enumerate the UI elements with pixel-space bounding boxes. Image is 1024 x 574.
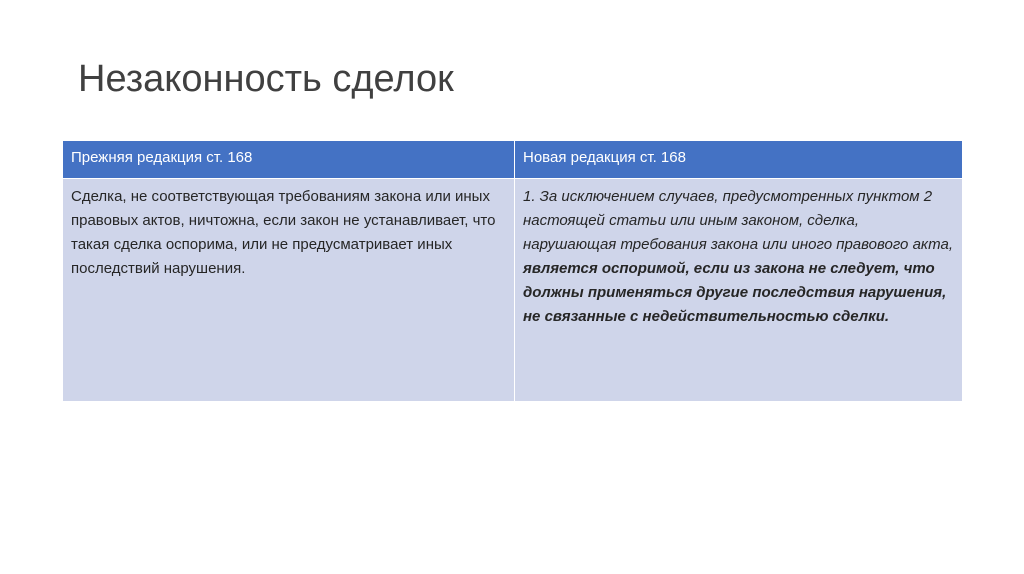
new-version-emphasis: является оспоримой, если из закона не следует, что должны применяться другие последствия нарушения, не связанные с недействительностью сделки. <box>523 260 947 325</box>
old-version-text: Сделка, не соответствующая требованиям закона или иных правовых актов, ничтожна, если закон не устанавливает, что такая сделка оспорима, или не предусматривает иных последствий нарушения. <box>63 179 515 402</box>
comparison-table <box>62 140 963 402</box>
new-version-cell <box>515 179 963 402</box>
table-header-row <box>63 141 963 179</box>
header-old-version: Прежняя редакция ст. 168 <box>63 141 515 179</box>
slide-title: Незаконность сделок <box>78 58 454 100</box>
new-version-text: 1. За исключением случаев, предусмотренных пунктом 2 настоящей статьи или иным законом, сделка, нарушающая требования закона или иного правового акта, <box>523 188 953 253</box>
header-new-version: Новая редакция ст. 168 <box>515 141 963 179</box>
table-row <box>63 179 963 402</box>
